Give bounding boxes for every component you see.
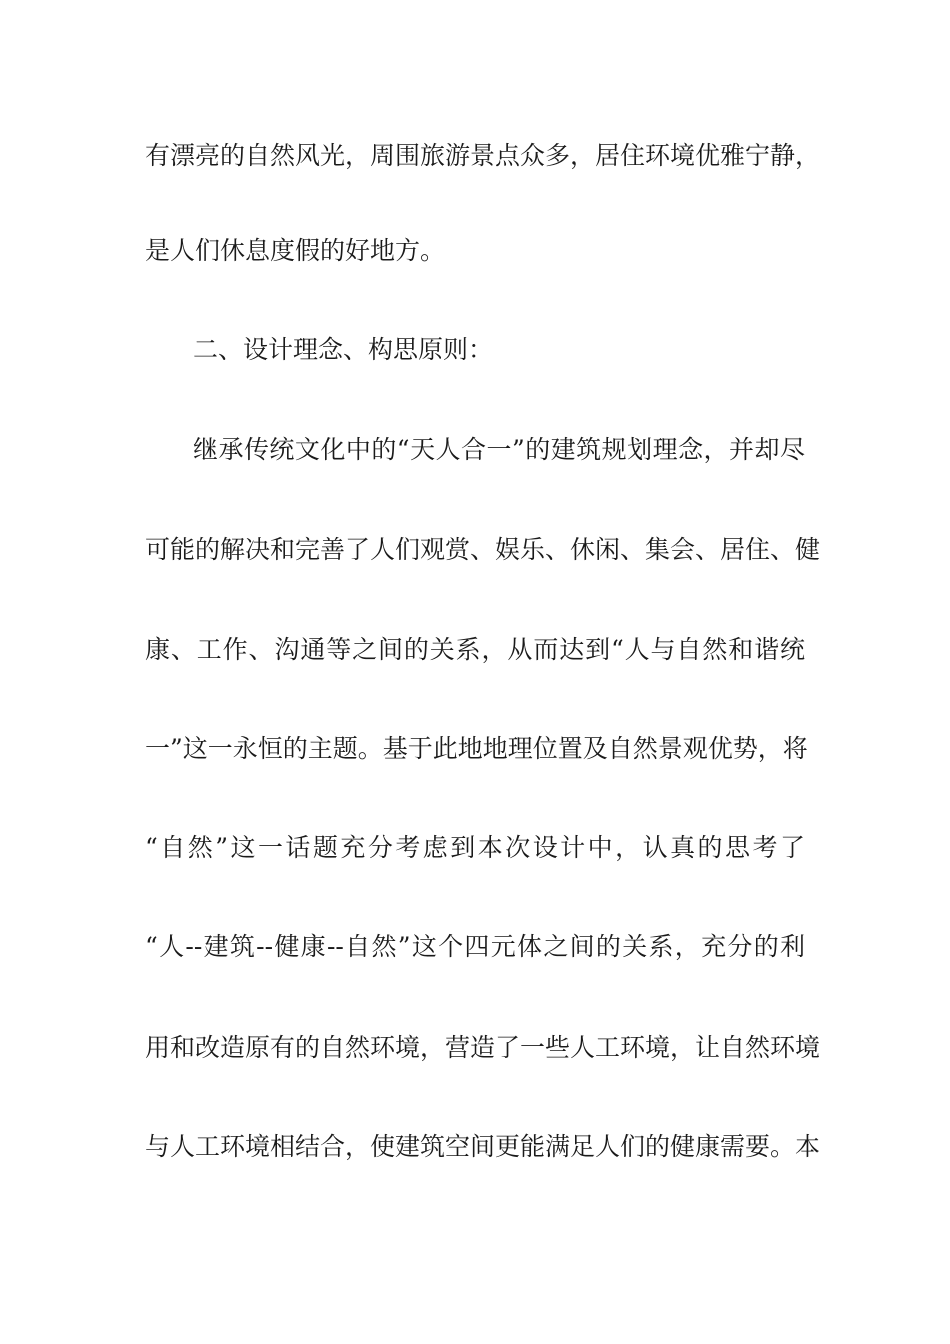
text-line: 可能的解决和完善了人们观赏、娱乐、休闲、集会、居住、健 [145, 535, 821, 564]
section-heading: 二、设计理念、构思原则： [193, 335, 494, 364]
text-line: 康、工作、沟通等之间的关系，从而达到“人与自然和谐统 [145, 635, 805, 664]
text-line: 有漂亮的自然风光，周围旅游景点众多，居住环境优雅宁静， [145, 141, 821, 170]
text-line: 是人们休息度假的好地方。 [145, 236, 446, 265]
text-line: 继承传统文化中的“天人合一”的建筑规划理念，并却尽 [193, 435, 805, 464]
text-line: 用和改造原有的自然环境，营造了一些人工环境，让自然环境 [145, 1033, 821, 1062]
text-line: 与人工环境相结合，使建筑空间更能满足人们的健康需要。本 [145, 1132, 821, 1161]
text-line: 一”这一永恒的主题。基于此地地理位置及自然景观优势，将 [145, 734, 808, 763]
text-line: “自然”这一话题充分考虑到本次设计中，认真的思考了 [145, 833, 805, 862]
text-line: “人--建筑--健康--自然”这个四元体之间的关系，充分的利 [145, 932, 805, 961]
